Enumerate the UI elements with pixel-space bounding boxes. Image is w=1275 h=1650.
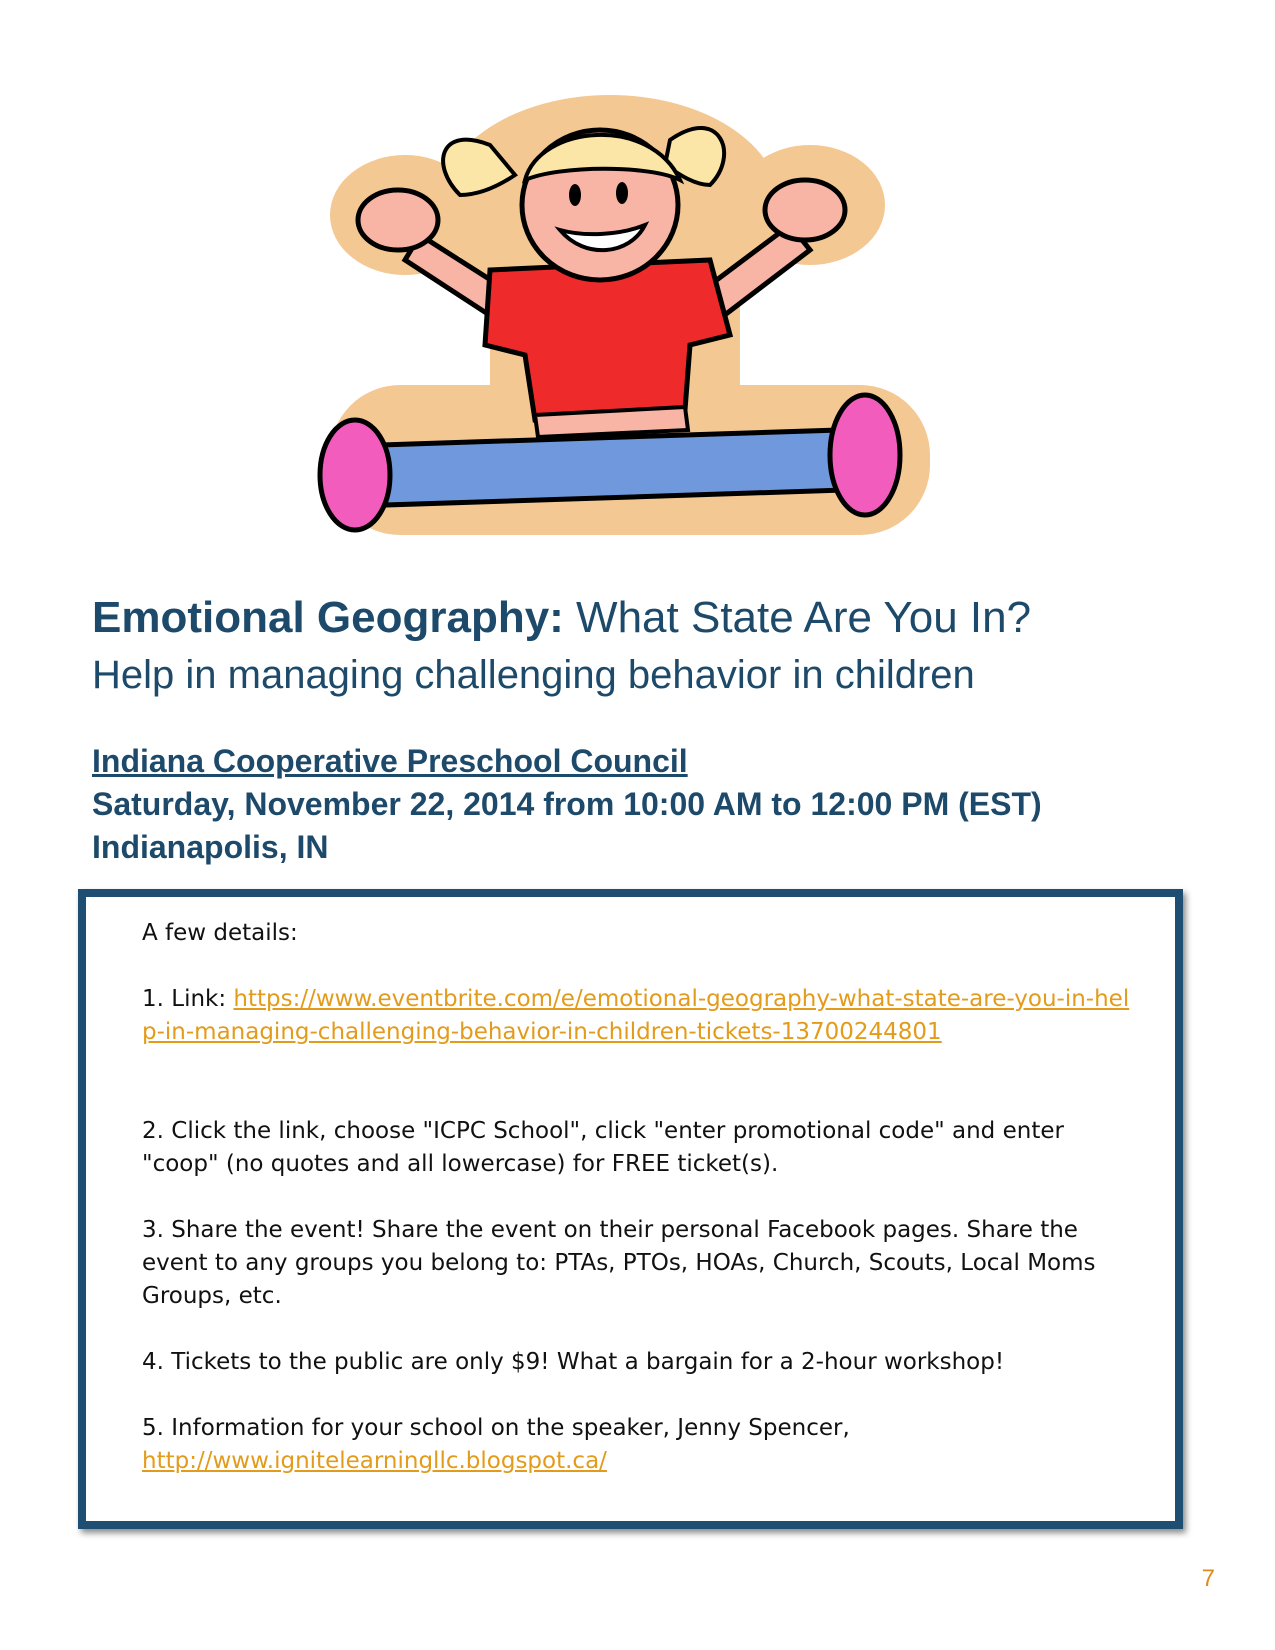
event-location: Indianapolis, IN bbox=[92, 829, 329, 865]
detail-item-1 bbox=[142, 983, 1142, 1049]
event-title-rest: What State Are You In? bbox=[563, 593, 1032, 642]
event-datetime: Saturday, November 22, 2014 from 10:00 AM to 12:00 PM (EST) bbox=[92, 786, 1042, 822]
event-subtitle: Help in managing challenging behavior in children bbox=[92, 653, 975, 697]
details-box bbox=[78, 889, 1183, 1529]
event-title-bold: Emotional Geography: bbox=[92, 593, 564, 642]
page-number: 7 bbox=[1201, 1565, 1215, 1592]
detail-item-1-prefix: 1. Link: bbox=[142, 986, 234, 1012]
title-block bbox=[92, 590, 1212, 704]
detail-item-4: 4. Tickets to the public are only $9! What a bargain for a 2-hour workshop! bbox=[142, 1349, 1005, 1375]
eventbrite-link[interactable]: https://www.eventbrite.com/e/emotional-geography-what-state-are-you-in-help-in-managing-challenging-behavior-in-children-tickets-13700244801 bbox=[142, 986, 1130, 1045]
event-title bbox=[92, 590, 1212, 646]
details-content bbox=[142, 917, 1142, 1478]
details-heading: A few details: bbox=[142, 920, 298, 946]
speaker-blog-link[interactable]: http://www.ignitelearningllc.blogspot.ca/ bbox=[142, 1448, 607, 1474]
jumping-girl-illustration bbox=[310, 85, 950, 555]
detail-item-2: 2. Click the link, choose "ICPC School", click "enter promotional code" and enter "coop" (no quotes and all lowercase) for FREE ticket(s). bbox=[142, 1118, 1064, 1177]
organization-name[interactable]: Indiana Cooperative Preschool Council bbox=[92, 743, 688, 779]
detail-item-5: 5. Information for your school on the speaker, Jenny Spencer, bbox=[142, 1415, 850, 1441]
event-info bbox=[92, 740, 1212, 869]
detail-item-3: 3. Share the event! Share the event on their personal Facebook pages. Share the event to any groups you belong to: PTAs, PTOs, HOAs, Church, Scouts, Local Moms Groups, etc. bbox=[142, 1217, 1096, 1309]
